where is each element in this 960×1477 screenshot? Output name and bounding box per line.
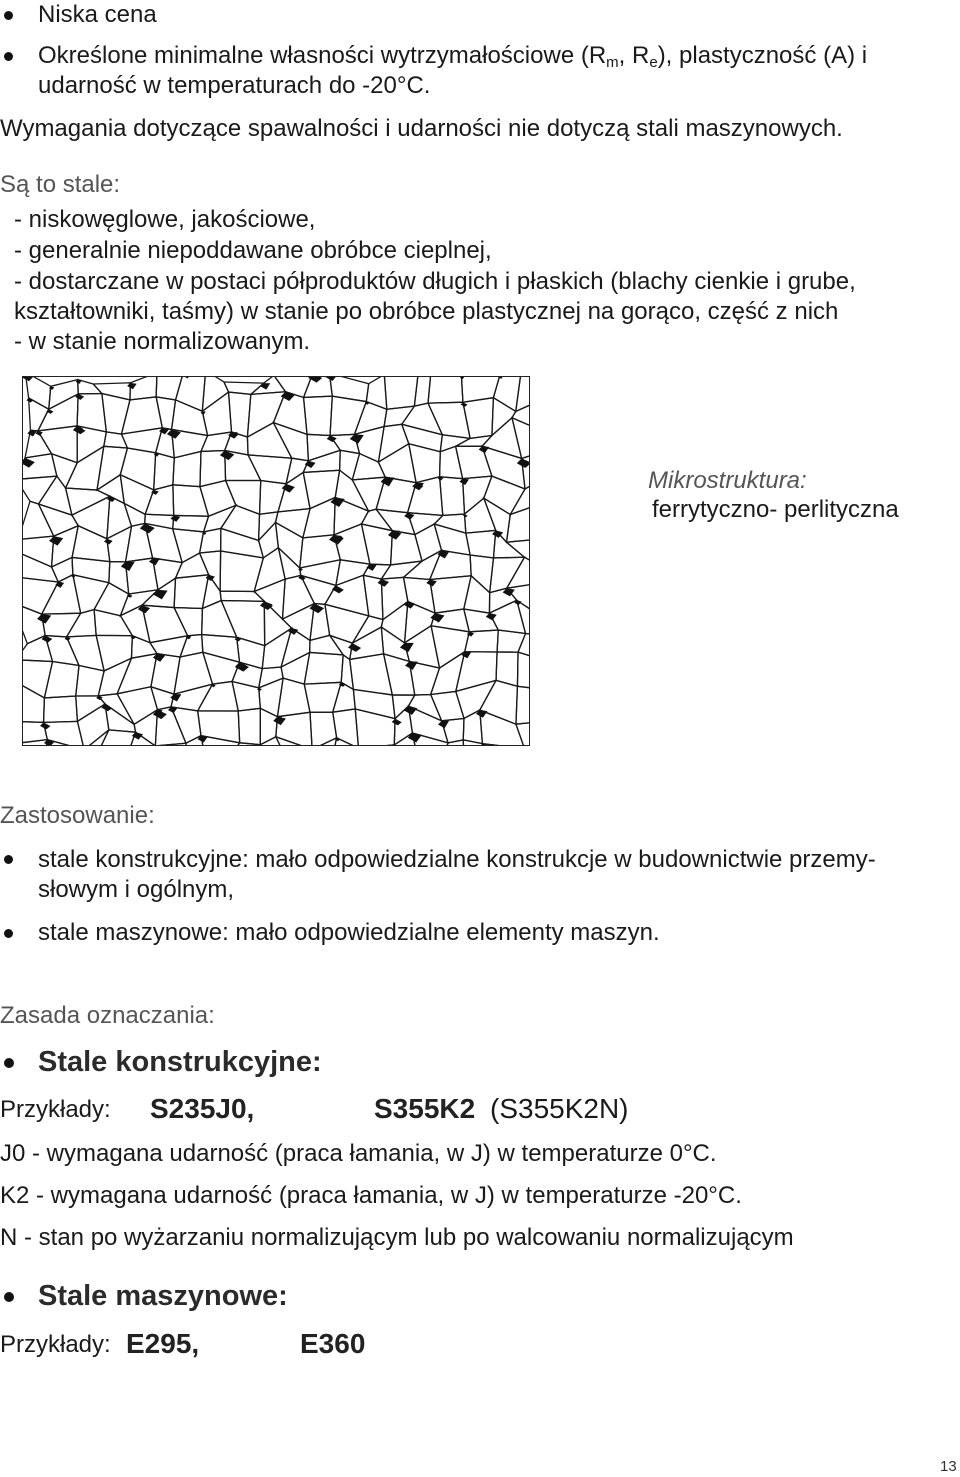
application-item-machine: stale maszynowe: mało odpowiedzialne elementy maszyn.: [38, 919, 660, 946]
bullet-properties-line2: udarność w temperaturach do -20°C.: [38, 72, 431, 99]
steels-intro: Są to stale:: [0, 171, 121, 198]
application-item-structural-line1: stale konstrukcyjne: mało odpowiedzialne konstrukcje w budownictwie przemy-: [38, 846, 876, 873]
designation-note-j0: J0 - wymagana udarność (praca łamania, w J) w temperaturze 0°C.: [0, 1140, 717, 1167]
structural-example-s235j0: S235J0,: [150, 1093, 255, 1124]
application-item-structural-line2: słowym i ogólnym,: [38, 876, 235, 903]
bullet-properties-line1: Określone minimalne własności wytrzymałościowe ($R_m$, $R_e$), plastyczność (A) i: [38, 42, 868, 71]
bullet-dot: [4, 52, 13, 61]
microstructure-image: [22, 376, 530, 746]
microstructure-value: ferrytyczno- perlityczna: [652, 496, 899, 523]
structural-example-s355k2: S355K2: [374, 1093, 476, 1124]
designation-note-n: N - stan po wyżarzaniu normalizującym lub po walcowaniu normalizującym: [0, 1224, 794, 1251]
steels-list-item: - dostarczane w postaci półproduktów długich i płaskich (blachy cienkie i grube,: [14, 268, 856, 295]
bullet-dot: [4, 929, 13, 938]
bullet-dot: [4, 11, 13, 20]
page-number: 13: [940, 1458, 957, 1475]
application-heading: Zastosowanie:: [0, 802, 155, 829]
steels-list-item: - w stanie normalizowanym.: [14, 328, 311, 355]
structural-steels-title: Stale konstrukcyjne:: [38, 1046, 322, 1078]
bullet-low-price: Niska cena: [38, 1, 157, 28]
microstructure-label: Mikrostruktura:: [648, 467, 807, 494]
bullet-dot: [4, 1292, 14, 1302]
machine-example-e360: E360: [300, 1328, 366, 1359]
bullet-dot: [4, 855, 13, 864]
steels-list-item: - niskowęglowe, jakościowe,: [14, 206, 316, 233]
steels-list-item: - generalnie niepoddawane obróbce cieplnej,: [14, 237, 492, 264]
machine-example-e295: E295,: [126, 1328, 200, 1359]
designation-heading: Zasada oznaczania:: [0, 1002, 215, 1029]
machine-examples-label: Przykłady:: [0, 1331, 111, 1358]
welding-note: Wymagania dotyczące spawalności i udarności nie dotyczą stali maszynowych.: [0, 115, 843, 142]
steels-list-item: kształtowniki, taśmy) w stanie po obróbce plastycznej na gorąco, część z nich: [14, 298, 839, 325]
machine-steels-title: Stale maszynowe:: [38, 1280, 288, 1312]
bullet-dot: [4, 1058, 14, 1068]
designation-note-k2: K2 - wymagana udarność (praca łamania, w J) w temperaturze -20°C.: [0, 1182, 742, 1209]
structural-examples-label: Przykłady:: [0, 1096, 111, 1123]
structural-example-s355k2n: (S355K2N): [490, 1093, 629, 1124]
